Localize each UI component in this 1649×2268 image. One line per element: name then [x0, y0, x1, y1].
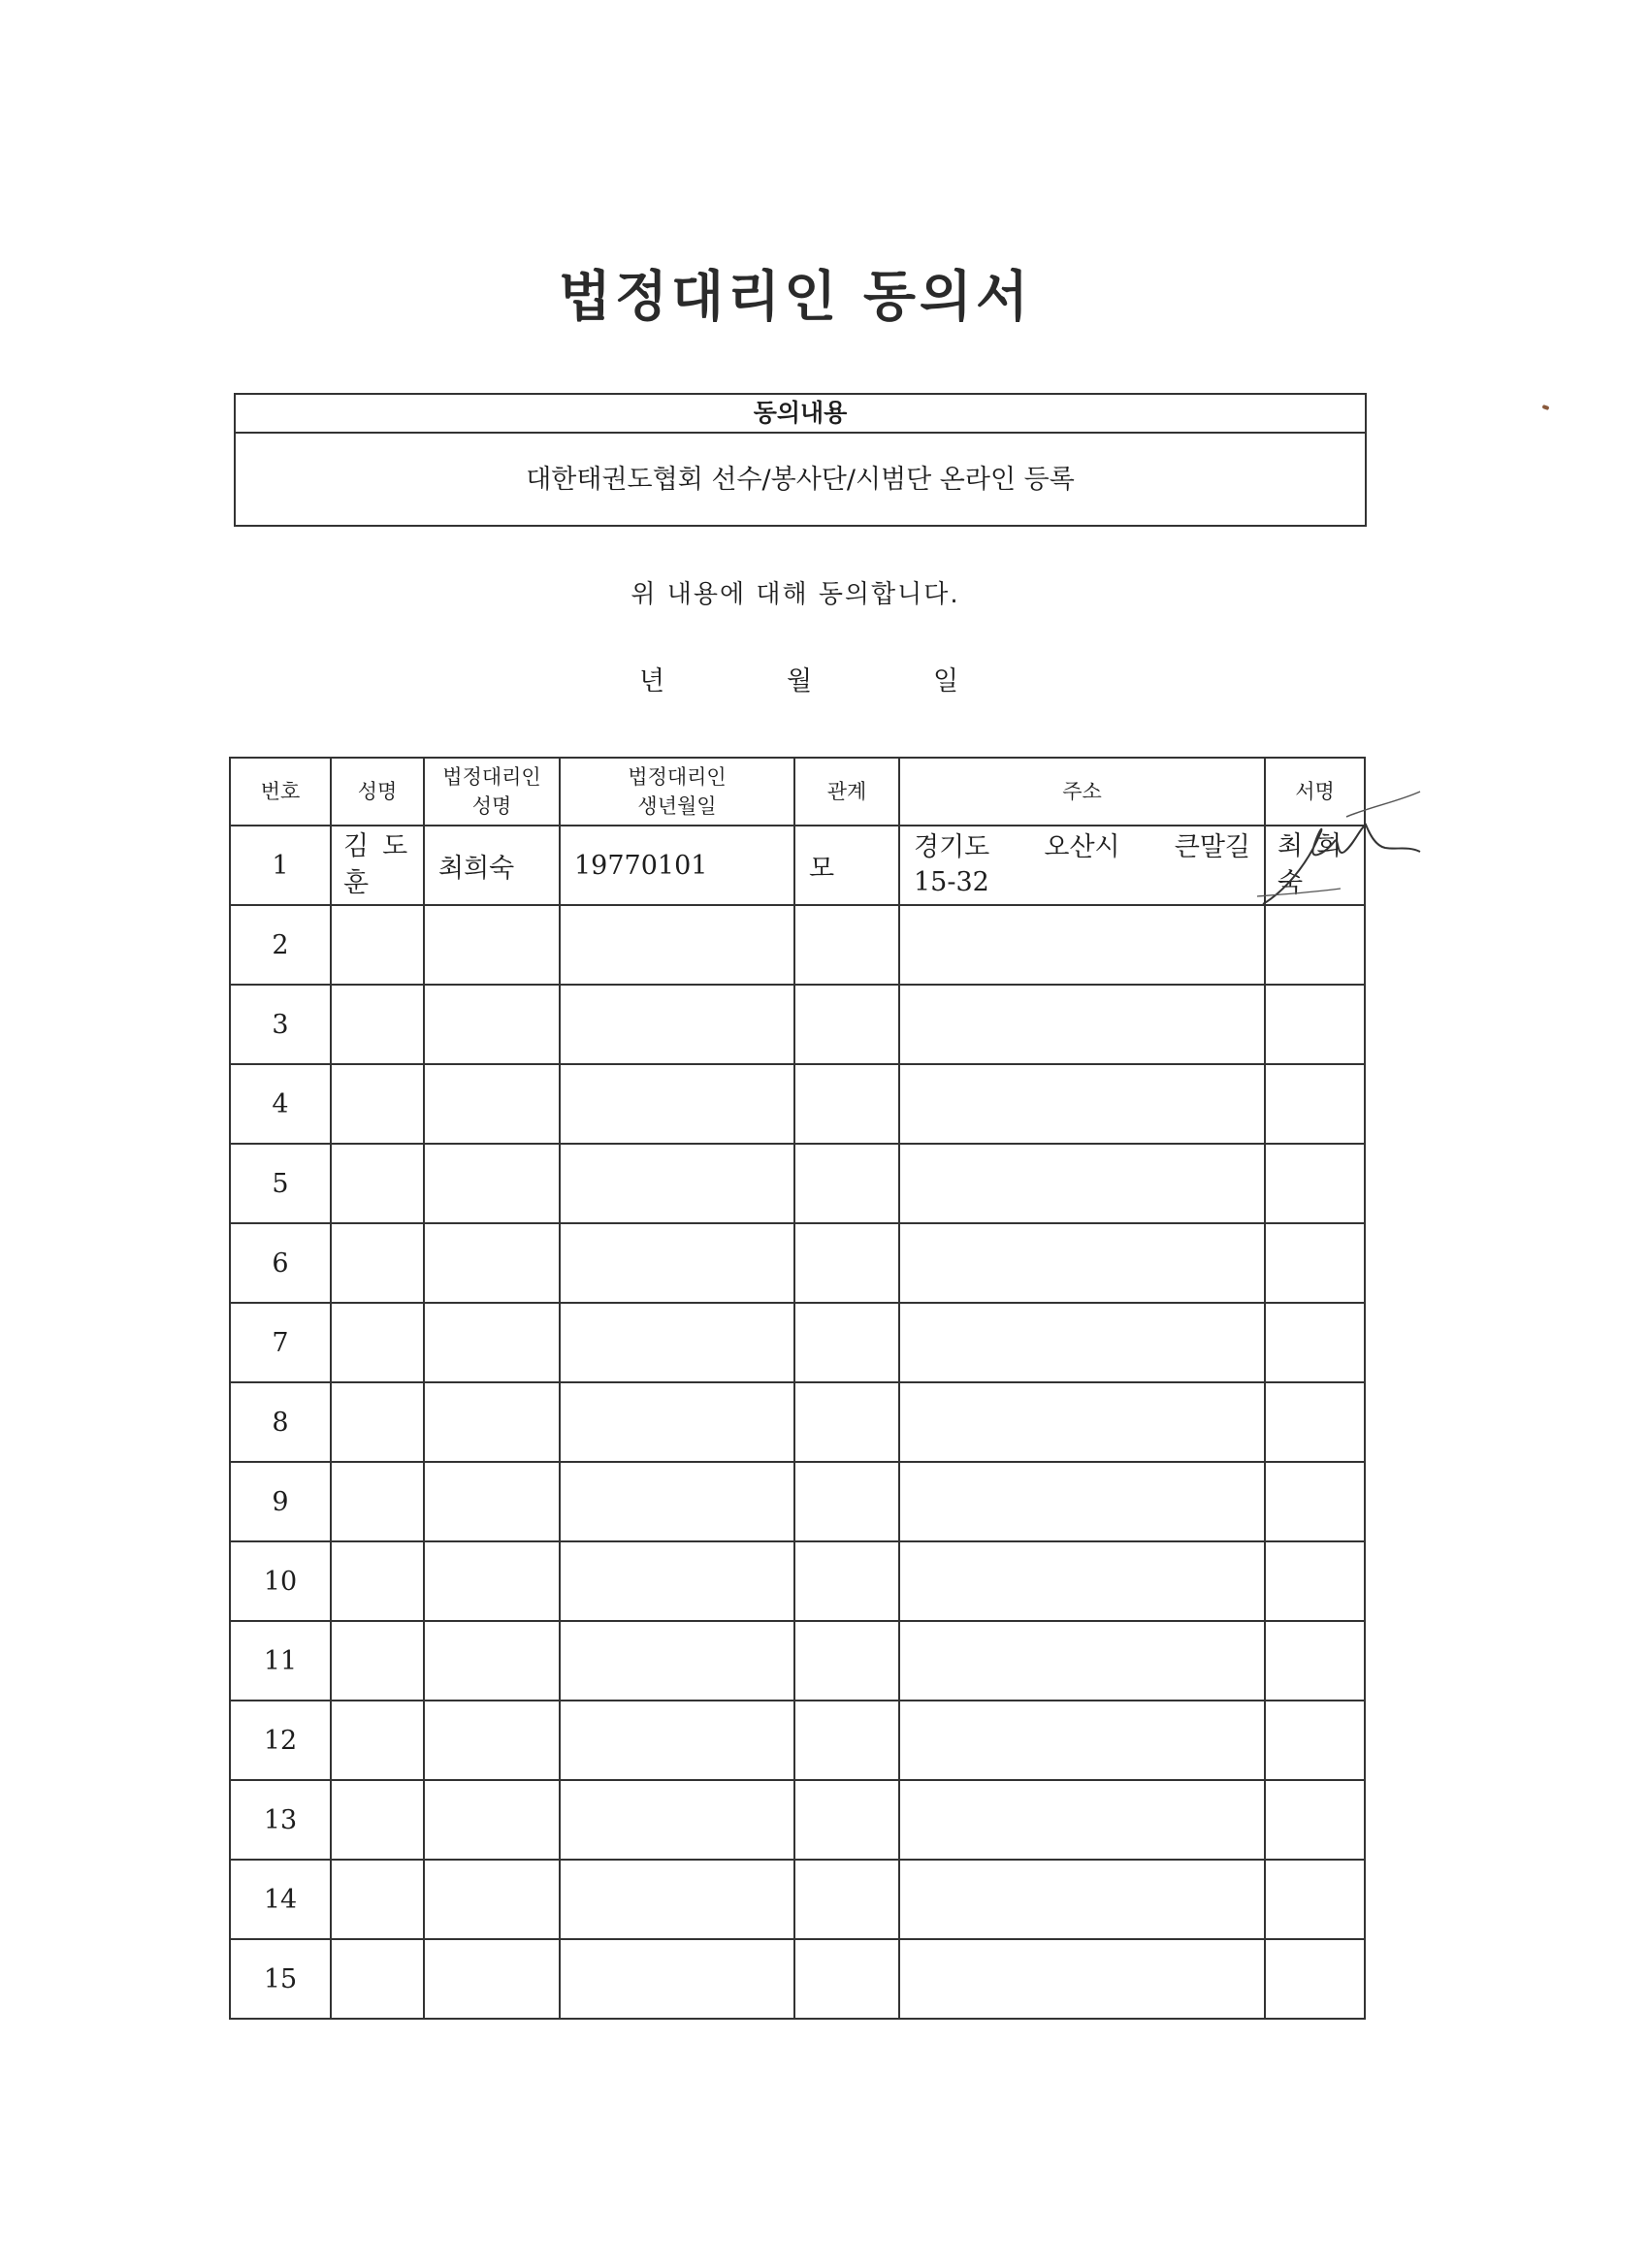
row-name: [331, 1621, 424, 1701]
row-guardian-name: [424, 1382, 560, 1462]
row-signature: [1265, 1462, 1365, 1541]
row-name-line2: 훈: [343, 868, 383, 898]
row-number: 2: [230, 905, 331, 985]
header-name: 성명: [331, 758, 424, 826]
row-guardian-birth: [560, 985, 794, 1064]
row-signature: [1265, 1860, 1365, 1939]
date-day-label: 일: [933, 666, 959, 697]
row-number: 8: [230, 1382, 331, 1462]
row-signature: [1265, 905, 1365, 985]
row-address-street: 큰말길: [1174, 831, 1250, 862]
row-address: [899, 826, 1265, 905]
row-signature: [1265, 1780, 1365, 1860]
row-number: 4: [230, 1064, 331, 1144]
row-relation: [794, 1223, 899, 1303]
row-relation: [794, 1701, 899, 1780]
row-name: [331, 1303, 424, 1382]
row-number: 12: [230, 1701, 331, 1780]
row-address-province: 경기도: [914, 831, 990, 862]
row-address-city: 오산시: [1044, 831, 1120, 862]
row-guardian-name: [424, 985, 560, 1064]
row-address-number: 15-32: [914, 867, 989, 897]
row-address: [899, 1541, 1265, 1621]
row-signature: [1265, 1064, 1365, 1144]
table-row: [230, 1144, 1365, 1223]
row-signature: [1265, 985, 1365, 1064]
table-row: [230, 1621, 1365, 1701]
row-relation: [794, 1303, 899, 1382]
row-relation: [794, 985, 899, 1064]
row-address: [899, 1382, 1265, 1462]
row-guardian-birth: [560, 1462, 794, 1541]
header-guardian-birth: [560, 758, 794, 826]
row-name-line1: 김도: [343, 831, 422, 862]
header-guardian-name-line1: 법정대리인: [442, 764, 541, 789]
row-guardian-name: [424, 1541, 560, 1621]
row-name: [331, 1144, 424, 1223]
row-guardian-birth: [560, 1541, 794, 1621]
row-name: [331, 1064, 424, 1144]
row-guardian-birth: [560, 1621, 794, 1701]
table-row: [230, 1303, 1365, 1382]
row-guardian-birth: [560, 1064, 794, 1144]
row-relation: [794, 1144, 899, 1223]
row-address: [899, 1860, 1265, 1939]
row-number: 1: [230, 826, 331, 905]
row-address: [899, 1621, 1265, 1701]
header-guardian-name-line2: 성명: [471, 794, 512, 818]
row-signature: [1265, 1382, 1365, 1462]
table-row: [230, 1223, 1365, 1303]
consent-content: 대한태권도협회 선수/봉사단/시범단 온라인 등록: [526, 465, 1075, 495]
header-relation: 관계: [794, 758, 899, 826]
row-address: [899, 1701, 1265, 1780]
row-guardian-name: [424, 1939, 560, 2019]
row-guardian-name: [424, 1621, 560, 1701]
row-name: [331, 905, 424, 985]
header-guardian-birth-line1: 법정대리인: [628, 764, 727, 789]
row-signature: [1265, 1223, 1365, 1303]
row-name: [331, 1939, 424, 2019]
row-relation: [794, 1462, 899, 1541]
row-signature: [1265, 1621, 1365, 1701]
row-guardian-birth: [560, 1939, 794, 2019]
row-number: 14: [230, 1860, 331, 1939]
row-relation: 모: [794, 826, 899, 905]
row-address: [899, 1939, 1265, 2019]
table-row: [230, 1064, 1365, 1144]
row-relation: [794, 1939, 899, 2019]
table-row: [230, 905, 1365, 985]
row-guardian-birth: [560, 1144, 794, 1223]
row-guardian-birth: [560, 1780, 794, 1860]
row-relation: [794, 1064, 899, 1144]
row-guardian-name: [424, 1064, 560, 1144]
row-address: [899, 1462, 1265, 1541]
header-guardian-birth-line2: 생년월일: [637, 794, 717, 818]
row-signature: [1265, 1541, 1365, 1621]
row-guardian-name: [424, 1780, 560, 1860]
row-name: [331, 1382, 424, 1462]
table-row: [230, 1701, 1365, 1780]
row-signature: [1265, 1701, 1365, 1780]
row-relation: [794, 1780, 899, 1860]
row-number: 13: [230, 1780, 331, 1860]
row-address: [899, 1303, 1265, 1382]
row-address: [899, 985, 1265, 1064]
row-guardian-name: [424, 1303, 560, 1382]
table-row: [230, 1382, 1365, 1462]
table-header-row: [230, 758, 1365, 826]
row-name: [331, 1223, 424, 1303]
row-address: [899, 1223, 1265, 1303]
row-signature: [1265, 1939, 1365, 2019]
row-guardian-name: [424, 1144, 560, 1223]
row-guardian-birth: [560, 1382, 794, 1462]
row-name: [331, 1541, 424, 1621]
row-relation: [794, 905, 899, 985]
row-name: [331, 1780, 424, 1860]
agreement-statement: 위 내용에 대해 동의합니다.: [630, 580, 960, 609]
row-address: [899, 1144, 1265, 1223]
row-guardian-birth: [560, 1303, 794, 1382]
row-guardian-name: 최희숙: [424, 826, 560, 905]
header-guardian-name: [424, 758, 560, 826]
row-number: 7: [230, 1303, 331, 1382]
row-signature: [1265, 826, 1365, 905]
row-number: 3: [230, 985, 331, 1064]
row-number: 10: [230, 1541, 331, 1621]
table-row: [230, 1860, 1365, 1939]
row-number: 11: [230, 1621, 331, 1701]
row-guardian-birth: [560, 1860, 794, 1939]
header-number: 번호: [230, 758, 331, 826]
table-row: [230, 1780, 1365, 1860]
row-address: [899, 905, 1265, 985]
row-number: 9: [230, 1462, 331, 1541]
consent-header: 동의내용: [236, 395, 1365, 434]
header-signature: 서명: [1265, 758, 1365, 826]
row-guardian-name: [424, 905, 560, 985]
row-name: [331, 1860, 424, 1939]
consent-box: [234, 393, 1367, 527]
row-signature-line1: 최희: [1277, 831, 1356, 862]
row-guardian-birth: [560, 1223, 794, 1303]
row-relation: [794, 1621, 899, 1701]
row-name: [331, 826, 424, 905]
table-row: [230, 1462, 1365, 1541]
table-row: [230, 826, 1365, 905]
row-signature: [1265, 1303, 1365, 1382]
row-relation: [794, 1382, 899, 1462]
row-name: [331, 985, 424, 1064]
date-year-label: 년: [639, 666, 665, 697]
row-signature: [1265, 1144, 1365, 1223]
row-signature-line2: 숙: [1277, 868, 1317, 898]
row-guardian-name: [424, 1462, 560, 1541]
document-title: 법정대리인 동의서: [558, 265, 1033, 329]
row-guardian-birth: 19770101: [560, 826, 794, 905]
row-relation: [794, 1860, 899, 1939]
row-number: 5: [230, 1144, 331, 1223]
header-address: 주소: [899, 758, 1265, 826]
registration-table: [229, 757, 1366, 2020]
scan-speck: [1542, 405, 1550, 410]
row-number: 15: [230, 1939, 331, 2019]
row-guardian-name: [424, 1860, 560, 1939]
row-guardian-birth: [560, 905, 794, 985]
row-address: [899, 1064, 1265, 1144]
table-row: [230, 1541, 1365, 1621]
row-guardian-name: [424, 1223, 560, 1303]
table-row: [230, 1939, 1365, 2019]
table-row: [230, 985, 1365, 1064]
row-name: [331, 1701, 424, 1780]
row-name: [331, 1462, 424, 1541]
row-relation: [794, 1541, 899, 1621]
row-guardian-birth: [560, 1701, 794, 1780]
row-number: 6: [230, 1223, 331, 1303]
date-month-label: 월: [787, 666, 813, 697]
row-address: [899, 1780, 1265, 1860]
row-guardian-name: [424, 1701, 560, 1780]
